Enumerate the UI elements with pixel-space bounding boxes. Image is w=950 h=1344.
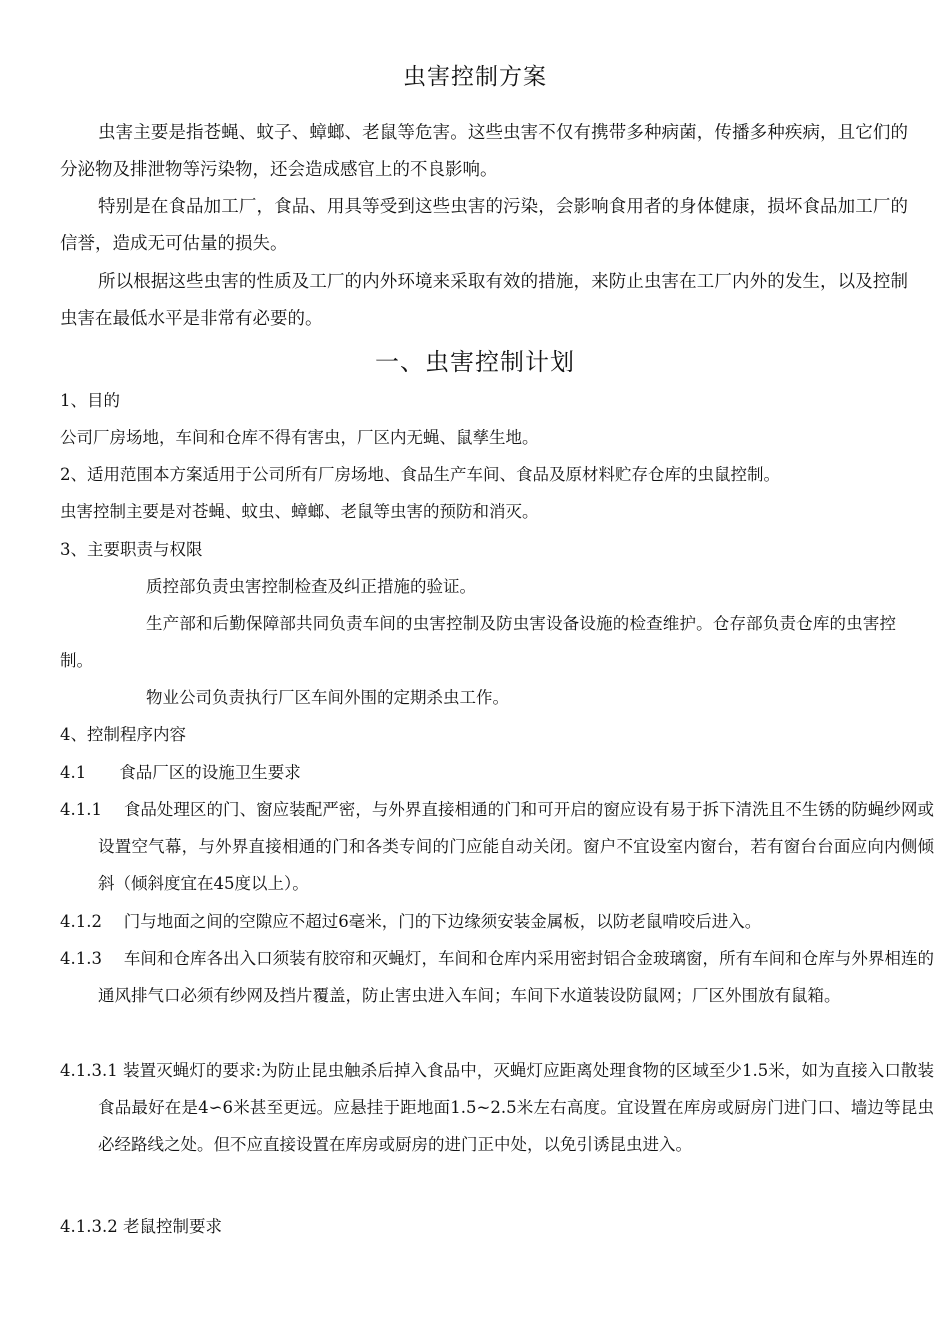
item-4-1: 4.1 食品厂区的设施卫生要求 [60,763,301,782]
item-1-text: 公司厂房场地，车间和仓库不得有害虫，厂区内无蝇、鼠孳生地。 [60,428,539,447]
intro-paragraph-2: 特别是在食品加工厂，食品、用具等受到这些虫害的污染，会影响食用者的身体健康，损坏食品加工厂的信誉，造成无可估量的损失。 [60,197,908,254]
item-3-label: 3、主要职责与权限 [60,540,203,559]
item-2-text: 2、适用范围本方案适用于公司所有厂房场地、食品生产车间、食品及原材料贮存仓库的虫鼠控制。 [60,465,780,484]
document-title: 虫害控制方案 [403,64,547,90]
item-2-text-continued: 虫害控制主要是对苍蝇、蚊虫、蟑螂、老鼠等虫害的预防和消灭。 [60,502,539,521]
item-3-paragraph-1: 质控部负责虫害控制检查及纠正措施的验证。 [146,577,476,596]
item-4-1-3-1: 4.1.3.1 装置灭蝇灯的要求:为防止昆虫触杀后掉入食品中，灭蝇灯应距离处理食物的区域至少1.5米，如为直接入口散装食品最好在是4∽6米甚至更远。应悬挂于距地面1.5~2.5米左右高度。宜设置在库房或厨房门进门口、墙边等昆虫必经路线之处。但不应直接设置在库房或厨房的进门正中处，以免引诱昆虫进入。 [60,1061,934,1154]
item-4-1-1: 4.1.1 食品处理区的门、窗应装配严密，与外界直接相通的门和可开启的窗应设有易于拆下清洗且不生锈的防蝇纱网或设置空气幕，与外界直接相通的门和各类专间的门应能自动关闭。窗户不宜设室内窗台，若有窗台台面应向内侧倾斜（倾斜度宜在45度以上）。 [60,800,934,893]
item-4-1-3-2: 4.1.3.2 老鼠控制要求 [60,1217,222,1236]
intro-paragraph-1: 虫害主要是指苍蝇、蚊子、蟑螂、老鼠等危害。这些虫害不仅有携带多种病菌，传播多种疾病，且它们的分泌物及排泄物等污染物，还会造成感官上的不良影响。 [60,123,908,180]
item-3-paragraph-3: 物业公司负责执行厂区车间外围的定期杀虫工作。 [146,688,509,707]
item-1-label: 1、目的 [60,391,120,410]
item-4-1-3: 4.1.3 车间和仓库各出入口须装有胶帘和灭蝇灯，车间和仓库内采用密封铝合金玻璃窗，所有车间和仓库与外界相连的通风排气口必须有纱网及挡片覆盖，防止害虫进入车间；车间下水道装设防鼠网；厂区外围放有鼠箱。 [60,949,934,1005]
intro-paragraph-3: 所以根据这些虫害的性质及工厂的内外环境来采取有效的措施，来防止虫害在工厂内外的发生，以及控制虫害在最低水平是非常有必要的。 [60,272,908,329]
item-4-1-2: 4.1.2 门与地面之间的空隙应不超过6毫米，门的下边缘须安装金属板，以防老鼠啃咬后进入。 [60,912,762,931]
item-4-label: 4、控制程序内容 [60,725,186,744]
section-heading: 一、虫害控制计划 [375,348,575,376]
item-3-paragraph-2: 生产部和后勤保障部共同负责车间的虫害控制及防虫害设备设施的检查维护。仓存部负责仓库的虫害控制。 [60,614,896,670]
